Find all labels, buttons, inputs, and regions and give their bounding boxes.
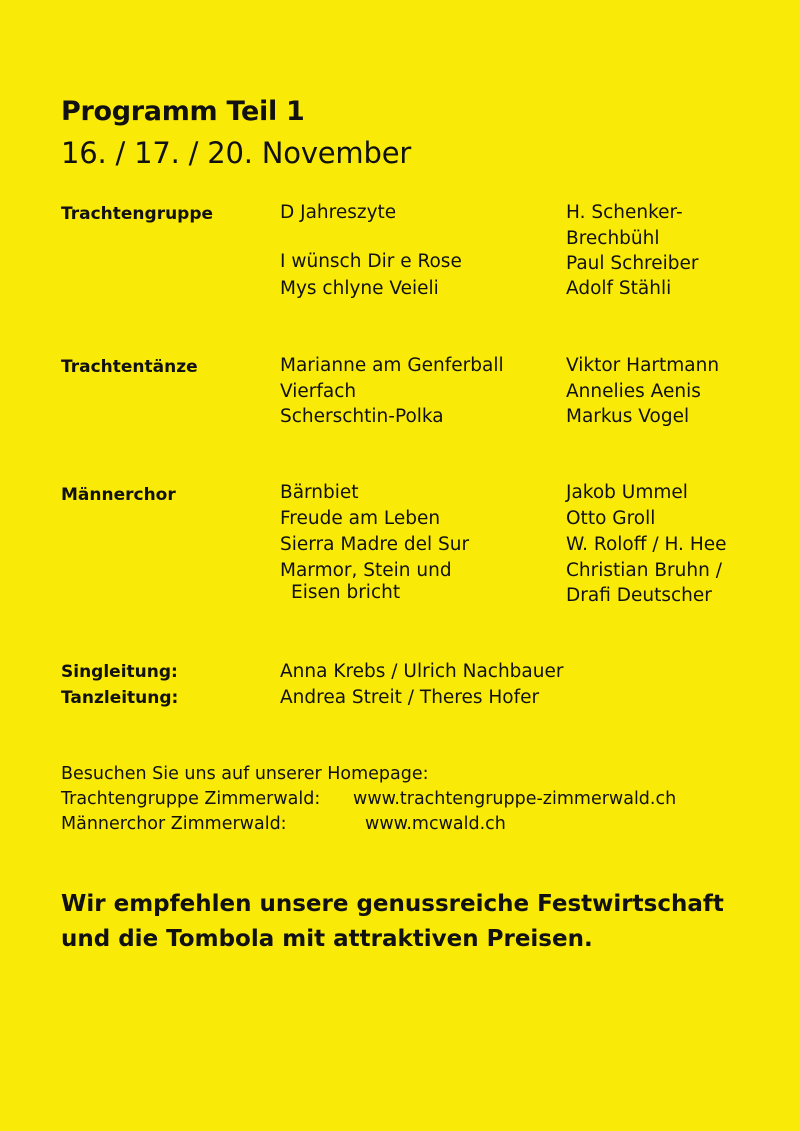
composer-name: Paul Schreiber xyxy=(566,253,699,274)
closing-line-1: Wir empfehlen unsere genussreiche Festwirtschaft xyxy=(61,891,724,917)
closing-line-2: und die Tombola mit attraktiven Preisen. xyxy=(61,926,593,952)
composer-name: Annelies Aenis xyxy=(566,381,701,402)
composer-name: H. Schenker- xyxy=(566,202,683,223)
homepage-link-trachtengruppe[interactable]: www.trachtengruppe-zimmerwald.ch xyxy=(353,789,677,809)
singleitung-label: Singleitung: xyxy=(61,662,178,682)
homepage-label-maennerchor: Männerchor Zimmerwald: xyxy=(61,814,287,834)
section-label-trachtengruppe: Trachtengruppe xyxy=(61,204,214,224)
piece-title: Bärnbiet xyxy=(280,482,359,503)
piece-title: Sierra Madre del Sur xyxy=(280,534,470,555)
homepage-label-trachtengruppe: Trachtengruppe Zimmerwald: xyxy=(61,789,321,809)
composer-name: Brechbühl xyxy=(566,228,660,249)
piece-title-continued: Eisen bricht xyxy=(291,582,401,603)
tanzleitung-label: Tanzleitung: xyxy=(61,688,179,708)
singleitung-names: Anna Krebs / Ulrich Nachbauer xyxy=(280,661,564,682)
composer-name: Drafi Deutscher xyxy=(566,585,712,606)
composer-name: Otto Groll xyxy=(566,508,656,529)
piece-title: Mys chlyne Veieli xyxy=(280,278,439,299)
homepage-intro: Besuchen Sie uns auf unserer Homepage: xyxy=(61,764,429,784)
section-label-maennerchor: Männerchor xyxy=(61,485,176,505)
composer-name: Jakob Ummel xyxy=(566,482,688,503)
composer-name: Christian Bruhn / xyxy=(566,560,722,581)
piece-title: Marianne am Genferball xyxy=(280,355,504,376)
piece-title: Marmor, Stein und xyxy=(280,560,452,581)
section-label-trachtentaenze: Trachtentänze xyxy=(61,357,198,377)
closing-statement xyxy=(61,887,724,957)
composer-name: W. Roloff / H. Hee xyxy=(566,534,727,555)
composer-name: Adolf Stähli xyxy=(566,278,672,299)
piece-title: I wünsch Dir e Rose xyxy=(280,251,462,272)
piece-title: Scherschtin-Polka xyxy=(280,406,444,427)
piece-title: Vierfach xyxy=(280,381,357,402)
composer-name: Markus Vogel xyxy=(566,406,690,427)
piece-title: D Jahreszyte xyxy=(280,202,397,223)
composer-name: Viktor Hartmann xyxy=(566,355,720,376)
page-title: Programm Teil 1 xyxy=(61,96,305,127)
homepage-link-maennerchor[interactable]: www.mcwald.ch xyxy=(365,814,506,834)
tanzleitung-names: Andrea Streit / Theres Hofer xyxy=(280,687,540,708)
piece-title: Freude am Leben xyxy=(280,508,441,529)
event-dates: 16. / 17. / 20. November xyxy=(61,136,412,170)
